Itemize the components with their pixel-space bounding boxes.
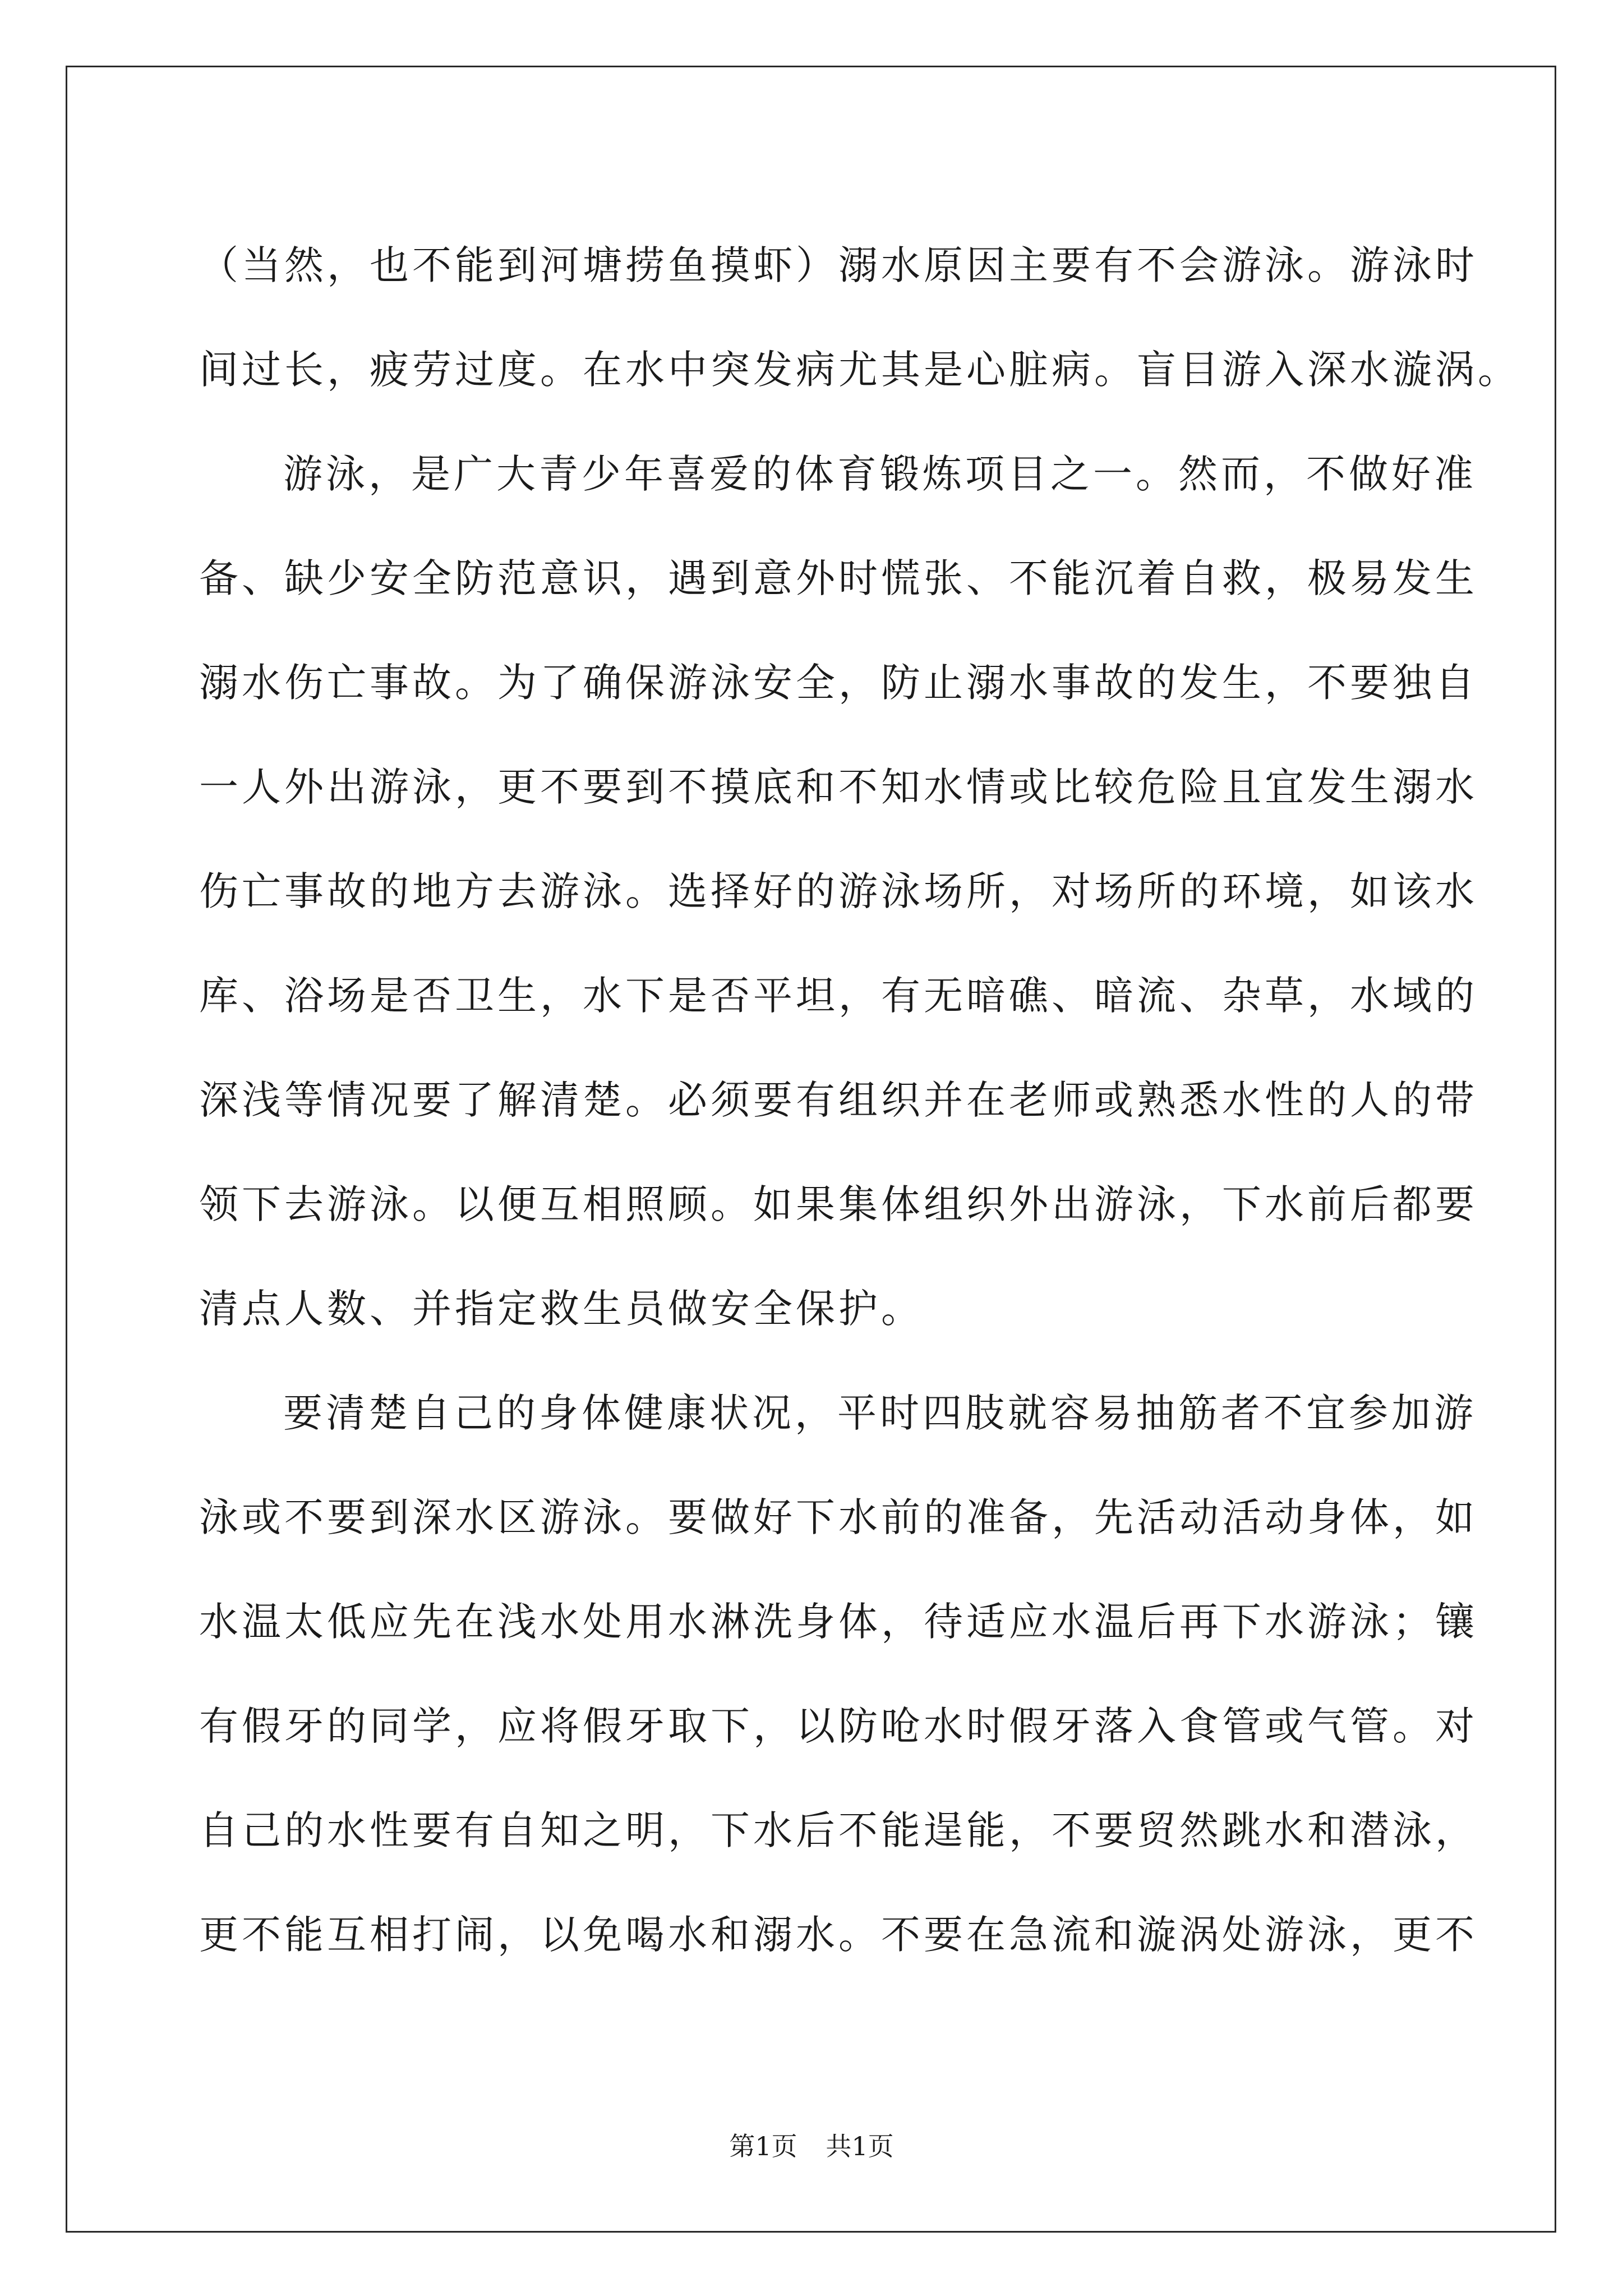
page-number-current: 第1页 <box>729 2131 797 2161</box>
page-footer <box>0 2126 1623 2163</box>
paragraph-first-line: 要清楚自己的身体健康状况，平时四肢就容易抽筋者不宜参加游 <box>283 1390 1477 1436</box>
page-number-total: 共1页 <box>826 2131 894 2161</box>
paragraph-first-line: 游泳，是广大青少年喜爱的体育锻炼项目之一。然而，不做好准 <box>283 451 1477 497</box>
text-line: 库、浴场是否卫生，水下是否平坦，有无暗礁、暗流、杂草，水域的 <box>199 973 1478 1019</box>
text-line: 领下去游泳。以便互相照顾。如果集体组织外出游泳，下水前后都要 <box>199 1181 1478 1227</box>
text-line: 自己的水性要有自知之明，下水后不能逞能，不要贸然跳水和潜泳， <box>199 1807 1478 1853</box>
text-line: 间过长，疲劳过度。在水中突发病尤其是心脏病。盲目游入深水漩涡。 <box>199 347 1520 393</box>
text-line: 有假牙的同学，应将假牙取下，以防呛水时假牙落入食管或气管。对 <box>199 1703 1478 1749</box>
text-line: 水温太低应先在浅水处用水淋洗身体，待适应水温后再下水游泳；镶 <box>199 1599 1478 1645</box>
text-line: （当然，也不能到河塘捞鱼摸虾）溺水原因主要有不会游泳。游泳时 <box>199 242 1478 288</box>
text-line: 备、缺少安全防范意识，遇到意外时慌张、不能沉着自救，极易发生 <box>199 555 1478 601</box>
text-line: 溺水伤亡事故。为了确保游泳安全，防止溺水事故的发生，不要独自 <box>199 660 1478 706</box>
text-line: 清点人数、并指定救生员做安全保护。 <box>199 1286 924 1332</box>
text-line: 深浅等情况要了解清楚。必须要有组织并在老师或熟悉水性的人的带 <box>199 1077 1478 1123</box>
text-line: 一人外出游泳，更不要到不摸底和不知水情或比较危险且宜发生溺水 <box>199 764 1478 810</box>
document-body <box>199 213 1520 1987</box>
text-line: 伤亡事故的地方去游泳。选择好的游泳场所，对场所的环境，如该水 <box>199 868 1478 914</box>
text-line: 泳或不要到深水区游泳。要做好下水前的准备，先活动活动身体，如 <box>199 1494 1478 1540</box>
text-line: 更不能互相打闹，以免喝水和溺水。不要在急流和漩涡处游泳，更不 <box>199 1912 1478 1958</box>
